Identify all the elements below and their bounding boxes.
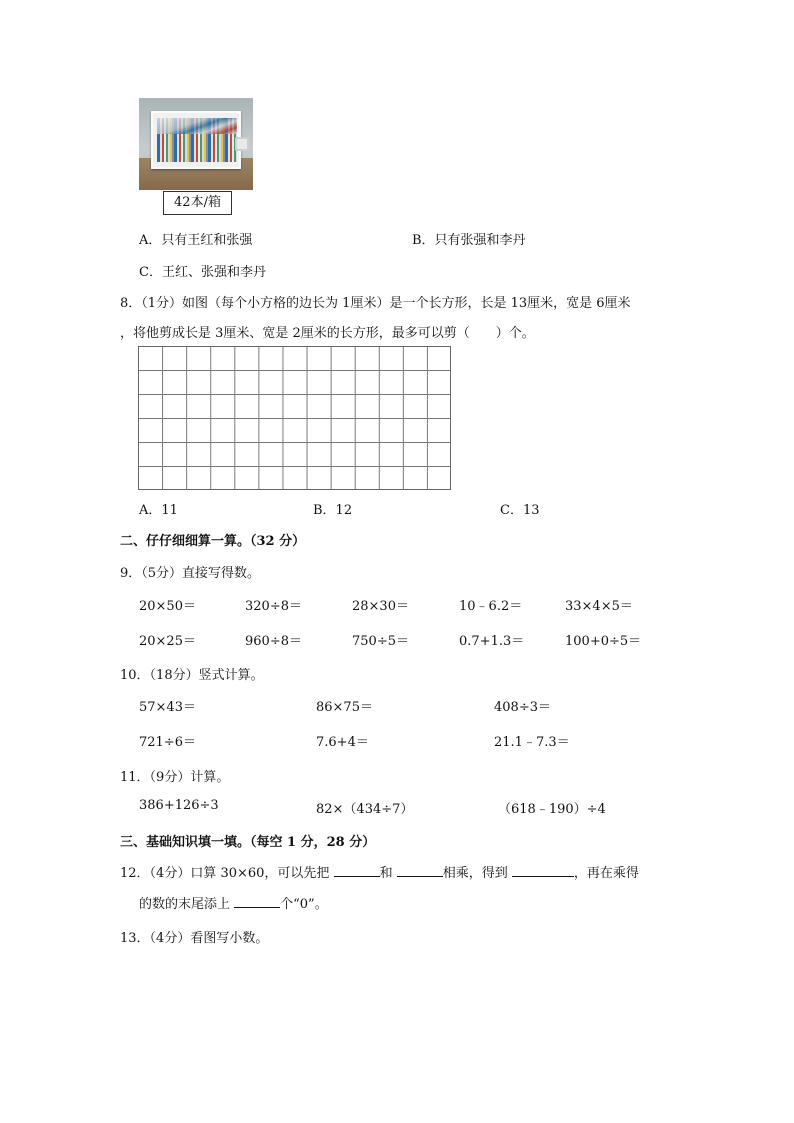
q12-line2: 的数的末尾添上 个“0”。 (139, 897, 328, 912)
q10-item: 21.1﹣7.3＝ (494, 735, 570, 750)
q8-option-b: B．12 (313, 503, 353, 518)
q12-line1: 12．（4分）口算 30×60，可以先把 和 相乘，得到 ，再在乘得 (120, 866, 639, 881)
q8-option-c: C．13 (500, 503, 540, 518)
storage-box (151, 111, 241, 169)
q9-item: 320÷8＝ (245, 599, 302, 614)
q9-item: 28×30＝ (352, 599, 409, 614)
q7-option-c: C．王红、张强和李丹 (139, 265, 266, 280)
q9-item: 20×25＝ (139, 634, 196, 649)
q9-item: 750÷5＝ (352, 634, 409, 649)
book-box-picture (139, 98, 253, 190)
q9-item: 960÷8＝ (245, 634, 302, 649)
q10-prompt: 10．（18分）竖式计算。 (120, 668, 264, 683)
q11-item: 82×（434÷7） (316, 802, 414, 817)
section-2-title: 二、仔仔细细算一算。（32 分） (120, 534, 306, 549)
q9-item: 10﹣6.2＝ (459, 599, 523, 614)
q9-item: 0.7+1.3＝ (459, 634, 525, 649)
q10-item: 57×43＝ (139, 700, 196, 715)
q11-item: 386+126÷3 (139, 798, 219, 813)
answer-blank[interactable] (234, 895, 280, 908)
q10-item: 86×75＝ (316, 700, 373, 715)
q9-item: 33×4×5＝ (565, 599, 633, 614)
answer-blank[interactable] (512, 864, 574, 877)
q9-item: 20×50＝ (139, 599, 196, 614)
q13-prompt: 13．（4分）看图写小数。 (120, 931, 269, 946)
q7-option-a: A．只有王红和张强 (139, 233, 253, 248)
box-capacity-label: 42本/箱 (163, 191, 232, 215)
answer-blank[interactable] (334, 864, 380, 877)
section-3-title: 三、基础知识填一填。（每空 1 分，28 分） (120, 835, 376, 850)
answer-blank[interactable] (397, 864, 443, 877)
q10-item: 408÷3＝ (494, 700, 551, 715)
box-handle (235, 137, 249, 151)
q10-item: 721÷6＝ (139, 735, 196, 750)
q9-prompt: 9．（5分）直接写得数。 (120, 566, 261, 581)
q11-prompt: 11．（9分）计算。 (120, 770, 230, 785)
q9-item: 100+0÷5＝ (565, 634, 642, 649)
q11-item: （618﹣190）÷4 (498, 802, 606, 817)
q8-option-a: A．11 (139, 503, 178, 518)
square-grid-rectangle (138, 346, 451, 490)
q10-item: 7.6+4＝ (316, 735, 369, 750)
q7-option-b: B．只有张强和李丹 (412, 233, 526, 248)
q8-stem-line1: 8．（1分）如图（每个小方格的边长为 1厘米）是一个长方形，长是 13厘米，宽是 6厘米 (120, 296, 631, 311)
q8-stem-line2: ，将他剪成长是 3厘米、宽是 2厘米的长方形，最多可以剪（ ）个。 (120, 326, 535, 341)
